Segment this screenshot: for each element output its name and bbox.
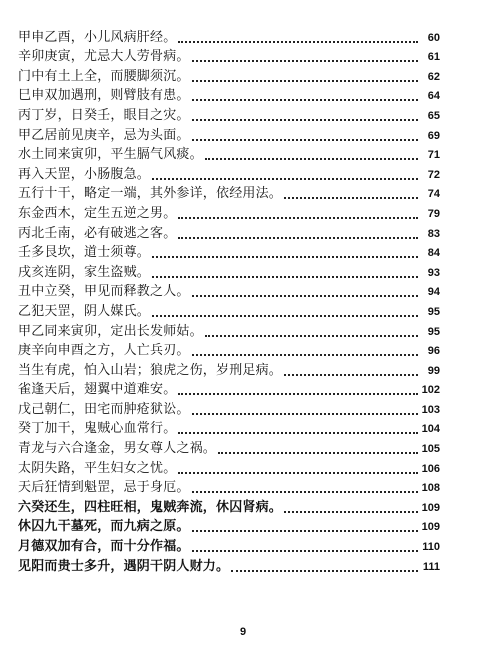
dot-leader <box>178 383 418 395</box>
toc-entry-page: 103 <box>421 403 440 416</box>
dot-leader <box>178 462 418 474</box>
toc-entry-title: 乙犯天罡，阴人媒氏。 <box>18 303 151 319</box>
toc-entry-page: 109 <box>421 501 440 514</box>
toc-entry[interactable] <box>18 457 440 477</box>
toc-entry-page: 106 <box>421 462 440 475</box>
toc-entry-title: 门中有土上全，而腰脚须沉。 <box>18 68 190 84</box>
toc-entry[interactable] <box>18 340 440 360</box>
toc-entry-title: 巳申双加遇刑，则臂肢有患。 <box>18 88 190 104</box>
toc-entry-page: 71 <box>427 149 440 162</box>
toc-entry[interactable] <box>18 46 440 66</box>
toc-entry-title: 天后狂情到魁罡，忌于身厄。 <box>18 480 190 496</box>
dot-leader <box>192 285 418 297</box>
toc-entry-title: 见阳而贵士多升，遇阴干阴人财力。 <box>18 558 230 574</box>
dot-leader <box>192 129 418 141</box>
dot-leader <box>192 109 418 121</box>
toc-entry-title: 辛卯庚寅，尤忌大人劳骨病。 <box>18 49 190 65</box>
dot-leader <box>178 422 418 434</box>
toc-entry-page: 108 <box>421 482 440 495</box>
toc-entry-title: 戌亥连阴，家生盗贼。 <box>18 264 151 280</box>
toc-entry-page: 95 <box>427 325 440 338</box>
dot-leader <box>192 403 418 415</box>
toc-entry[interactable] <box>18 398 440 418</box>
toc-entry-title: 当生有虎，怕入山岩；狼虎之伤，岁刑足病。 <box>18 362 283 378</box>
toc-entry[interactable] <box>18 555 440 575</box>
toc-entry-page: 84 <box>427 247 440 260</box>
toc-entry[interactable] <box>18 124 440 144</box>
dot-leader <box>284 501 418 513</box>
toc-entry[interactable] <box>18 418 440 438</box>
toc-entry-page: 99 <box>427 364 440 377</box>
toc-entry-page: 60 <box>427 31 440 44</box>
toc-entry-page: 110 <box>422 541 440 554</box>
dot-leader <box>192 540 418 552</box>
toc-entry-page: 62 <box>427 70 440 83</box>
toc-entry[interactable] <box>18 496 440 516</box>
toc-entry-page: 102 <box>421 384 440 397</box>
toc-entry-page: 94 <box>427 286 440 299</box>
dot-leader <box>178 207 418 219</box>
toc-entry-page: 111 <box>422 560 440 573</box>
dot-leader <box>192 520 418 532</box>
toc-entry-title: 东金西木，定生五逆之男。 <box>18 205 177 221</box>
toc-entry-page: 74 <box>427 188 440 201</box>
toc-entry-title: 甲乙同来寅卯，定出长发师姑。 <box>18 323 203 339</box>
dot-leader <box>218 442 418 454</box>
dot-leader <box>284 364 418 376</box>
dot-leader <box>178 31 418 43</box>
toc-entry-page: 79 <box>427 207 440 220</box>
toc-entry[interactable] <box>18 26 440 46</box>
toc-entry-page: 61 <box>427 51 440 64</box>
toc-entry[interactable] <box>18 437 440 457</box>
toc-entry[interactable] <box>18 516 440 536</box>
table-of-contents <box>18 26 440 575</box>
toc-entry[interactable] <box>18 359 440 379</box>
toc-entry[interactable] <box>18 281 440 301</box>
dot-leader <box>152 246 418 258</box>
toc-entry-title: 癸丁加干，鬼贼心血常行。 <box>18 421 177 437</box>
toc-entry-title: 再入天罡，小肠腹急。 <box>18 166 151 182</box>
toc-entry[interactable] <box>18 65 440 85</box>
dot-leader <box>192 50 418 62</box>
dot-leader <box>178 227 418 239</box>
toc-entry-page: 96 <box>427 345 440 358</box>
toc-entry-page: 72 <box>427 168 440 181</box>
toc-entry[interactable] <box>18 104 440 124</box>
dot-leader <box>192 70 418 82</box>
toc-entry-title: 月德双加有合，而十分作福。 <box>18 539 190 555</box>
dot-leader <box>152 266 418 278</box>
dot-leader <box>192 89 418 101</box>
toc-entry-title: 戊己朝仁，田宅而肿疮狱讼。 <box>18 401 190 417</box>
dot-leader <box>205 148 418 160</box>
dot-leader <box>231 560 418 572</box>
toc-entry[interactable] <box>18 144 440 164</box>
toc-entry[interactable] <box>18 222 440 242</box>
toc-entry[interactable] <box>18 535 440 555</box>
toc-entry-page: 109 <box>421 521 440 534</box>
toc-entry-title: 雀逢天后，翅翼中道难安。 <box>18 382 177 398</box>
toc-entry-title: 休囚九干墓死，而九病之原。 <box>18 519 190 535</box>
dot-leader <box>192 481 418 493</box>
dot-leader <box>152 305 418 317</box>
toc-entry[interactable] <box>18 163 440 183</box>
toc-entry-page: 104 <box>421 423 440 436</box>
toc-entry[interactable] <box>18 242 440 262</box>
toc-entry-title: 甲申乙酉，小儿风病肝经。 <box>18 29 177 45</box>
dot-leader <box>205 325 418 337</box>
toc-entry[interactable] <box>18 261 440 281</box>
toc-entry-title: 六癸还生，四柱旺相，鬼贼奔流，休囚肾病。 <box>18 499 283 515</box>
toc-entry[interactable] <box>18 477 440 497</box>
toc-entry-page: 95 <box>427 305 440 318</box>
toc-entry-page: 105 <box>421 443 440 456</box>
toc-entry[interactable] <box>18 85 440 105</box>
toc-entry-page: 65 <box>427 109 440 122</box>
toc-entry-title: 丙丁岁，日癸壬，眼目之灾。 <box>18 107 190 123</box>
toc-entry-title: 太阴失路，平生妇女之忧。 <box>18 460 177 476</box>
toc-entry-page: 93 <box>427 266 440 279</box>
toc-entry[interactable] <box>18 300 440 320</box>
toc-entry[interactable] <box>18 202 440 222</box>
toc-entry-title: 五行十干，略定一端，其外参详，依经用法。 <box>18 186 283 202</box>
toc-entry-title: 丑中立癸，甲见而释教之人。 <box>18 284 190 300</box>
toc-entry-title: 庚辛向申酉之方，人亡兵刃。 <box>18 343 190 359</box>
page-number: 9 <box>239 626 247 638</box>
dot-leader <box>192 344 418 356</box>
toc-entry-title: 丙北壬南，必有破逃之客。 <box>18 225 177 241</box>
toc-entry-page: 64 <box>427 90 440 103</box>
toc-entry[interactable] <box>18 183 440 203</box>
dot-leader <box>152 168 418 180</box>
toc-entry-title: 水土同来寅卯，平生膈气风痰。 <box>18 147 203 163</box>
toc-entry-title: 青龙与六合逢金，男女尊人之祸。 <box>18 441 217 457</box>
toc-entry[interactable] <box>18 320 440 340</box>
toc-entry-page: 83 <box>427 227 440 240</box>
toc-entry[interactable] <box>18 379 440 399</box>
toc-entry-page: 69 <box>427 129 440 142</box>
toc-entry-title: 壬多艮坎，道士须尊。 <box>18 245 151 261</box>
toc-entry-title: 甲乙居前见庚辛，忌为头面。 <box>18 127 190 143</box>
dot-leader <box>284 187 418 199</box>
